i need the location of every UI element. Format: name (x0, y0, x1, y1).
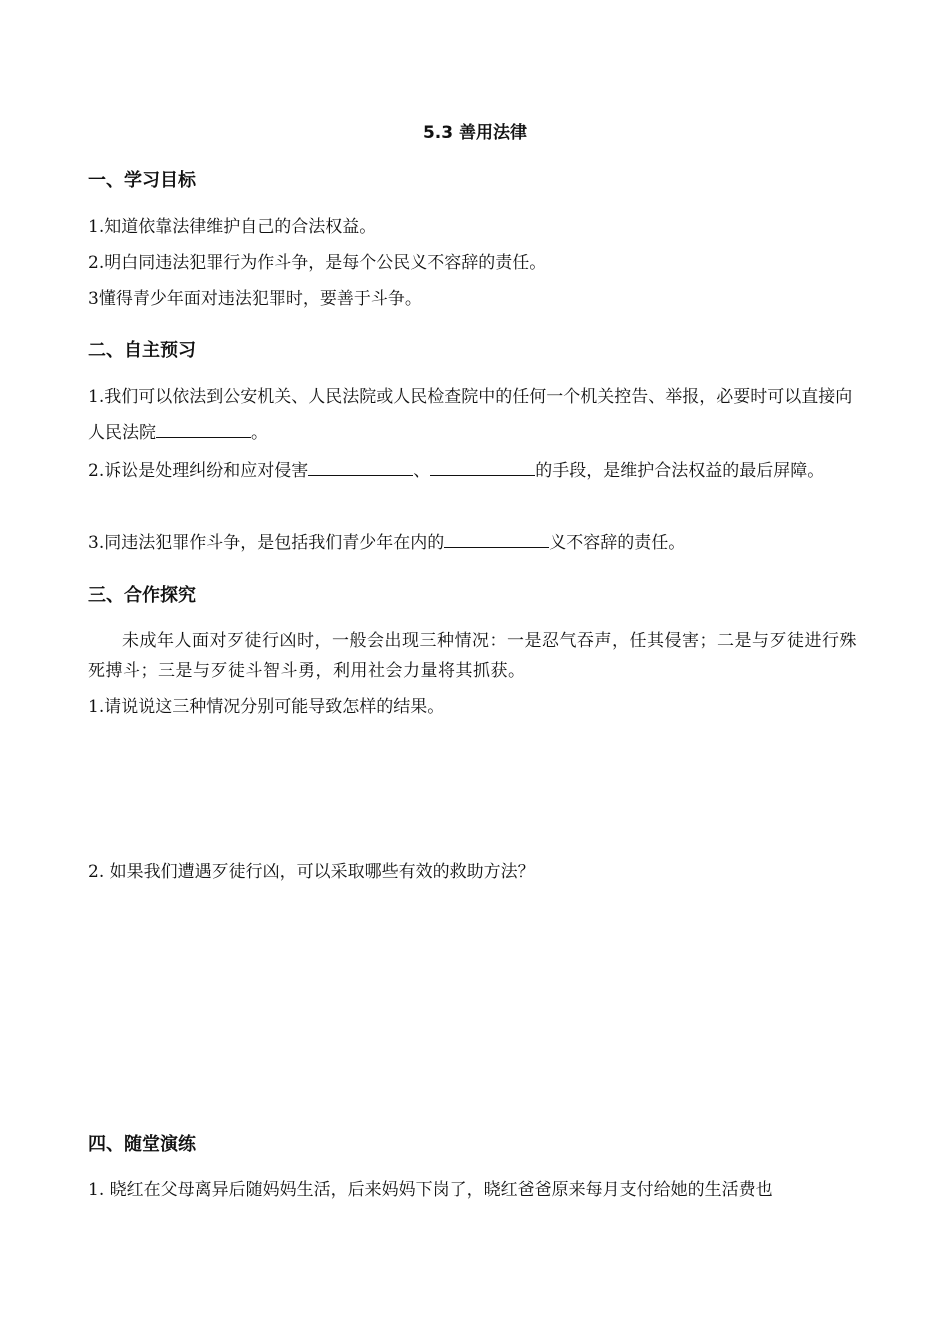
practice-question-1: 1. 晓红在父母离异后随妈妈生活，后来妈妈下岗了，晓红爸爸原来每月支付给她的生活费也 (88, 1180, 773, 1200)
section-heading-cooperative-inquiry: 三、合作探究 (88, 585, 196, 606)
preview-q2-text: 2.诉讼是处理纠纷和应对侵害 (88, 461, 309, 481)
preview-q1-end: 。 (251, 423, 268, 443)
preview-q3-end: 义不容辞的责任。 (549, 533, 686, 553)
preview-question-3 (88, 525, 864, 561)
preview-q3-text: 3.同违法犯罪作斗争，是包括我们青少年在内的 (88, 533, 445, 553)
preview-q1-text: 1.我们可以依法到公安机关、人民法院或人民检查院中的任何一个机关控告、举报，必要时可以直接向人民法院 (88, 387, 853, 443)
goal-item-1: 1.知道依靠法律维护自己的合法权益。 (88, 217, 377, 237)
section-heading-preview: 二、自主预习 (88, 340, 196, 361)
preview-q2-end: 的手段，是维护合法权益的最后屏障。 (535, 461, 825, 481)
fill-blank-4[interactable] (444, 527, 549, 548)
inquiry-passage: 未成年人面对歹徒行凶时，一般会出现三种情况：一是忍气吞声，任其侵害；二是与歹徒进行殊死搏斗；三是与歹徒斗智斗勇，利用社会力量将其抓获。 (88, 631, 857, 681)
fill-blank-3[interactable] (430, 455, 535, 476)
goal-item-3: 3懂得青少年面对违法犯罪时，要善于斗争。 (88, 289, 422, 309)
page-title: 5.3 善用法律 (422, 123, 528, 143)
section-heading-practice: 四、随堂演练 (88, 1134, 196, 1155)
preview-question-2 (88, 453, 864, 489)
goal-item-2: 2.明白同违法犯罪行为作斗争，是每个公民义不容辞的责任。 (88, 253, 547, 273)
fill-blank-2[interactable] (308, 455, 413, 476)
inquiry-question-2: 2. 如果我们遭遇歹徒行凶，可以采取哪些有效的救助方法？ (88, 862, 535, 882)
preview-question-1 (88, 379, 864, 451)
preview-q2-sep: 、 (413, 461, 431, 481)
section-heading-learning-goals: 一、学习目标 (88, 170, 196, 191)
fill-blank-1[interactable] (156, 417, 251, 438)
inquiry-question-1: 1.请说说这三种情况分别可能导致怎样的结果。 (88, 697, 445, 717)
